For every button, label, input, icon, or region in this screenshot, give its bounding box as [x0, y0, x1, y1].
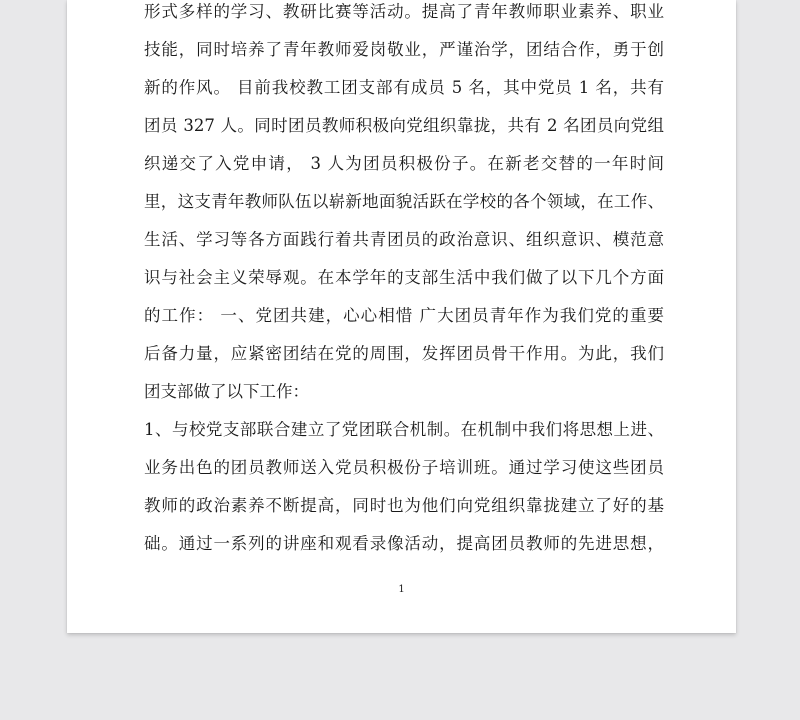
text-line: 团员 327 人。同时团员教师积极向党组织靠拢，共有 2 名团员向党组 [144, 116, 664, 135]
text-line: 业务出色的团员教师送入党员积极份子培训班。通过学习使这些团员 [144, 458, 664, 477]
page-number: 1 [398, 584, 405, 595]
document-page [67, 0, 736, 633]
text-line: 1、与校党支部联合建立了党团联合机制。在机制中我们将思想上进、 [144, 420, 664, 439]
text-line: 新的作风。 目前我校教工团支部有成员 5 名，其中党员 1 名，共有 [144, 78, 664, 97]
text-line: 生活、学习等各方面践行着共青团员的政治意识、组织意识、模范意 [144, 230, 664, 249]
text-line: 后备力量，应紧密团结在党的周围，发挥团员骨干作用。为此，我们 [144, 344, 664, 363]
text-line: 团支部做了以下工作： [144, 382, 309, 401]
text-line: 形式多样的学习、教研比赛等活动。提高了青年教师职业素养、职业 [144, 2, 664, 21]
text-line: 织递交了入党申请， 3 人为团员积极份子。在新老交替的一年时间 [144, 154, 664, 173]
text-line: 教师的政治素养不断提高，同时也为他们向党组织靠拢建立了好的基 [144, 496, 664, 515]
text-line: 的工作： 一、党团共建，心心相惜 广大团员青年作为我们党的重要 [144, 306, 664, 325]
text-line: 技能，同时培养了青年教师爱岗敬业，严谨治学，团结合作，勇于创 [144, 40, 664, 59]
text-line: 里，这支青年教师队伍以崭新地面貌活跃在学校的各个领域，在工作、 [144, 192, 664, 211]
text-line: 础。通过一系列的讲座和观看录像活动，提高团员教师的先进思想， [144, 534, 664, 553]
text-line: 识与社会主义荣辱观。在本学年的支部生活中我们做了以下几个方面 [144, 268, 664, 287]
